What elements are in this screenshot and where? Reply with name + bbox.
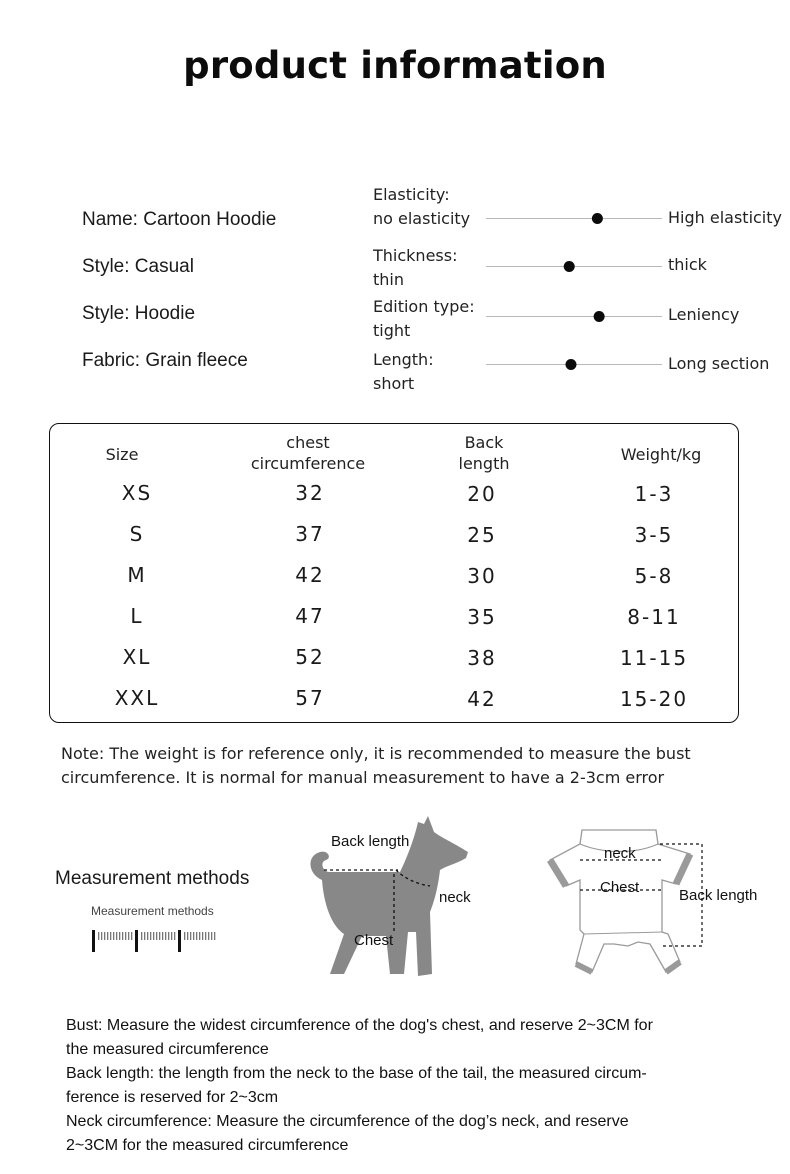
header-size: Size bbox=[105, 445, 139, 464]
attr-name: Name: Cartoon Hoodie bbox=[82, 209, 277, 230]
cell-back: 20 bbox=[467, 482, 497, 506]
ruler-icon bbox=[91, 928, 221, 954]
description-neck bbox=[66, 1110, 756, 1158]
header-chest bbox=[238, 432, 378, 474]
header-chest-line2: circumference bbox=[250, 454, 366, 473]
measurement-subtitle: Measurement methods bbox=[91, 904, 214, 918]
note-line: circumference. It is normal for manual measurement to have a 2-3cm error bbox=[61, 768, 665, 787]
cell-size: XS bbox=[121, 481, 153, 505]
scale-edition-track bbox=[486, 316, 662, 317]
cell-chest: 57 bbox=[295, 686, 325, 710]
cell-size: L bbox=[130, 604, 144, 628]
garment-illustration bbox=[540, 822, 780, 982]
cell-chest: 47 bbox=[295, 604, 325, 628]
measurement-title: Measurement methods bbox=[55, 868, 250, 889]
header-back-line2: length bbox=[458, 454, 510, 473]
scale-label-top: Length: bbox=[373, 350, 434, 369]
attr-style-casual: Style: Casual bbox=[82, 256, 194, 277]
garment-neck-label: neck bbox=[604, 845, 636, 862]
cell-chest: 32 bbox=[295, 481, 325, 505]
cell-chest: 42 bbox=[295, 563, 325, 587]
description-line: ference is reserved for 2~3cm bbox=[66, 1089, 279, 1106]
garment-chest-label: Chest bbox=[600, 879, 640, 896]
note-text bbox=[61, 742, 761, 790]
attr-style-hoodie: Style: Hoodie bbox=[82, 303, 196, 324]
scale-label-bottom: thin bbox=[373, 270, 404, 289]
attr-fabric: Fabric: Grain fleece bbox=[82, 350, 248, 371]
scale-edition-label bbox=[373, 295, 481, 343]
description-line: Back length: the length from the neck to the base of the tail, the measured circum- bbox=[66, 1065, 647, 1082]
scale-elasticity-track bbox=[486, 218, 662, 219]
page-title: product information bbox=[183, 44, 607, 87]
scale-length-right: Long section bbox=[668, 354, 770, 373]
scale-label-bottom: short bbox=[373, 374, 415, 393]
cell-size: M bbox=[127, 563, 147, 587]
cell-size: XL bbox=[122, 645, 152, 669]
scale-label-top: Thickness: bbox=[373, 246, 458, 265]
scale-elasticity-right: High elasticity bbox=[668, 208, 782, 227]
cell-weight: 15-20 bbox=[619, 687, 689, 711]
description-line: 2~3CM for the measured circumference bbox=[66, 1137, 349, 1154]
description-line: Neck circumference: Measure the circumference of the dog’s neck, and reserve bbox=[66, 1113, 629, 1130]
scale-knob bbox=[564, 261, 575, 272]
scale-knob bbox=[592, 213, 603, 224]
header-weight: Weight/kg bbox=[620, 445, 702, 464]
note-line: Note: The weight is for reference only, it is recommended to measure the bust bbox=[61, 744, 691, 763]
scale-knob bbox=[594, 311, 605, 322]
scale-length-label bbox=[373, 348, 481, 396]
cell-weight: 3-5 bbox=[634, 523, 674, 547]
cell-weight: 11-15 bbox=[619, 646, 689, 670]
cell-back: 35 bbox=[467, 605, 497, 629]
cell-weight: 1-3 bbox=[634, 482, 674, 506]
description-bust bbox=[66, 1014, 756, 1062]
scale-thickness-track bbox=[486, 266, 662, 267]
scale-label-top: Elasticity: bbox=[373, 185, 450, 204]
header-chest-line1: chest bbox=[286, 433, 330, 452]
cell-size: XXL bbox=[114, 686, 160, 710]
cell-size: S bbox=[129, 522, 145, 546]
scale-length-track bbox=[486, 364, 662, 365]
cell-chest: 37 bbox=[295, 522, 325, 546]
header-back-line1: Back bbox=[464, 433, 504, 452]
description-line: Bust: Measure the widest circumference of the dog's chest, and reserve 2~3CM for bbox=[66, 1017, 653, 1034]
dog-neck-label: neck bbox=[439, 889, 471, 906]
scale-edition-right: Leniency bbox=[668, 305, 740, 324]
cell-back: 38 bbox=[467, 646, 497, 670]
description-line: the measured circumference bbox=[66, 1041, 269, 1058]
cell-back: 42 bbox=[467, 687, 497, 711]
cell-chest: 52 bbox=[295, 645, 325, 669]
scale-thickness-right: thick bbox=[668, 255, 707, 274]
cell-back: 30 bbox=[467, 564, 497, 588]
scale-thickness-label bbox=[373, 244, 481, 292]
scale-elasticity-label bbox=[373, 183, 481, 231]
dog-chest-label: Chest bbox=[354, 932, 394, 949]
header-back-length bbox=[436, 432, 532, 474]
scale-label-bottom: no elasticity bbox=[373, 209, 471, 228]
dog-back-length-label: Back length bbox=[331, 833, 410, 850]
scale-label-top: Edition type: bbox=[373, 297, 475, 316]
description-back-length bbox=[66, 1062, 756, 1110]
cell-weight: 5-8 bbox=[634, 564, 674, 588]
dog-illustration bbox=[300, 814, 480, 984]
cell-back: 25 bbox=[467, 523, 497, 547]
scale-label-bottom: tight bbox=[373, 321, 411, 340]
scale-knob bbox=[565, 359, 576, 370]
cell-weight: 8-11 bbox=[627, 605, 681, 629]
measurement-descriptions bbox=[66, 1014, 756, 1158]
garment-back-length-label: Back length bbox=[679, 887, 758, 904]
